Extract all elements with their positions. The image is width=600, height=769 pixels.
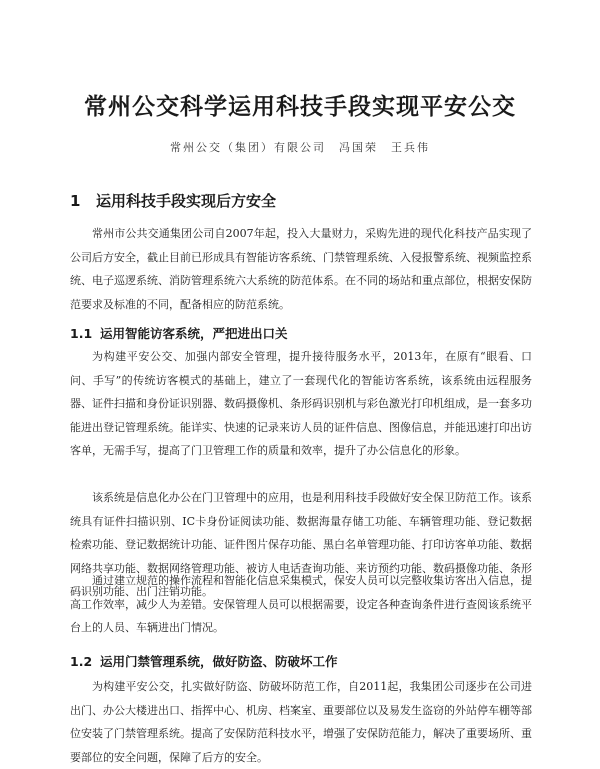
- author-line: 常州公交（集团）有限公司 冯国荣 王兵伟: [170, 141, 430, 154]
- subsection-title: 运用门禁管理系统，做好防盗、防破坏工作: [100, 654, 338, 669]
- section-1-1-heading: [70, 324, 288, 342]
- subsection-number: 1.2: [70, 654, 93, 669]
- subsection-number: 1.1: [70, 326, 93, 341]
- section-1-paragraph: 常州市公共交通集团公司自2007年起，投入大量财力，采购先进的现代化科技产品实现了公司后方安全，截止目前已形成具有智能访客系统、门禁管理系统、入侵报警系统、视频监控系统、电子巡逻系统、消防管理系统六大系统的防范体系。在不同的场站和重点部位，根据安保防范要求及标准的不同，配备相应的防范系统。: [70, 227, 532, 311]
- section-1-1-paragraph-3: 通过建立规范的操作流程和智能化信息采集模式，保安人员可以完整收集访客出入信息，提高工作效率，减少人为差错。安保管理人员可以根据需要，设定各种查询条件进行查阅该系统平台上的人员、车辆进出门情况。: [70, 574, 532, 634]
- paper-title: 常州公交科学运用科技手段实现平安公交: [84, 94, 516, 120]
- section-1-1-paragraph-2: 该系统是信息化办公在门卫管理中的应用，也是利用科技手段做好安全保卫防范工作。该系统具有证件扫描识别、IC卡身份证阅读功能、数据海量存储工功能、车辆管理功能、登记数据检索功能、登记数据统计功能、证件图片保存功能、黑白名单管理功能、打印访客单功能、数据网络共享功能、数据网络管理功能、被访人电话查询功能、来访预约功能、数码摄像功能、条形码识别功能、出门注销功能。: [70, 491, 532, 598]
- section-title: 运用科技手段实现后方安全: [96, 192, 277, 210]
- section-1-1-paragraph-1: 为构建平安公交、加强内部安全管理，提升接待服务水平，2013年，在原有“眼看、口问、手写”的传统访客模式的基础上，建立了一套现代化的智能访客系统，该系统由远程服务器、证件扫描和身份证识别器、数码摄像机、条形码识别机与彩色激光打印机组成，是一套多功能进出登记管理系统。能详实、快速的记录来访人员的证件信息、图像信息，并能迅速打印出访客单，无需手写，提高了门卫管理工作的质量和效率，提升了办公信息化的形象。: [70, 350, 532, 457]
- subsection-title: 运用智能访客系统，严把进出口关: [100, 326, 288, 341]
- section-1-2-heading: [70, 652, 338, 670]
- section-number: 1: [70, 192, 81, 210]
- section-1-2-paragraph-1: 为构建平安公交，扎实做好防盗、防破坏防范工作，自2011起，我集团公司逐步在公司进出门、办公大楼进出口、指挥中心、机房、档案室、重要部位以及易发生盗窃的外站停车棚等部位安装了门禁管理系统。提高了安保防范科技水平，增强了安保防范能力，解决了重要场所、重要部位的安全问题，保障了后方的安全。: [70, 680, 532, 764]
- section-1-heading: [70, 190, 276, 211]
